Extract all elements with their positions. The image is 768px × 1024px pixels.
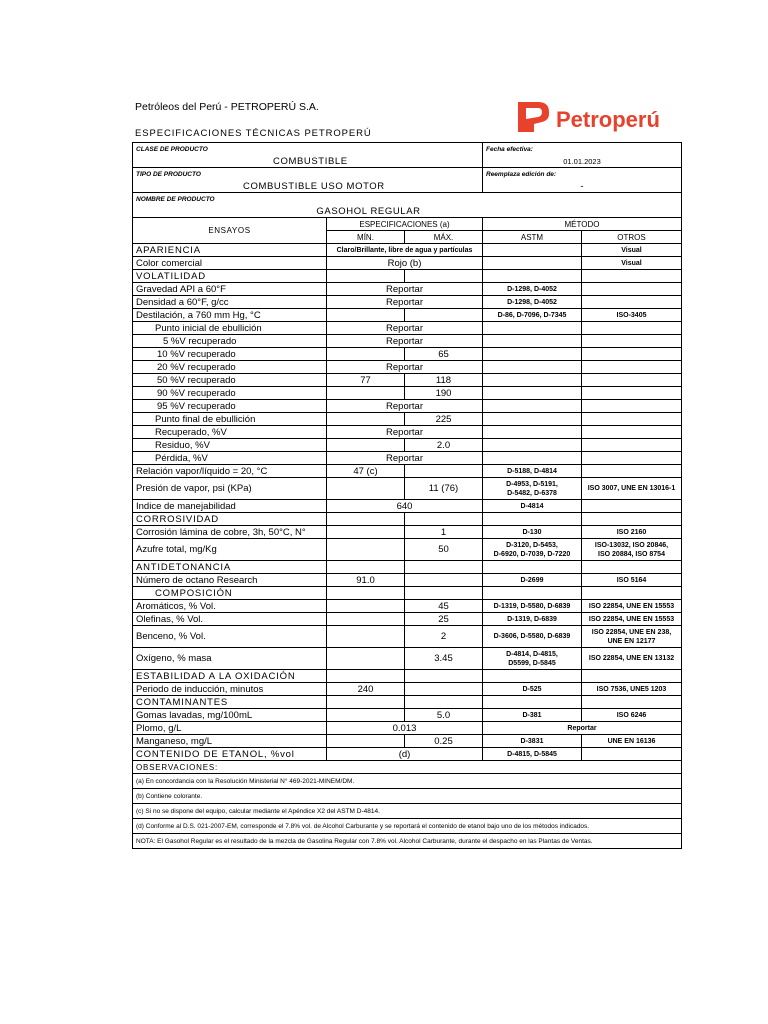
table-row	[133, 626, 682, 648]
test-name: CONTENIDO DE ETANOL, %vol	[133, 748, 327, 761]
table-row	[133, 465, 682, 478]
section-row	[133, 270, 682, 283]
table-row	[133, 335, 682, 348]
test-name: 5 %V recuperado	[133, 335, 327, 348]
table-row	[133, 574, 682, 587]
apariencia-otros: Visual	[582, 244, 682, 257]
table-row	[133, 257, 682, 270]
method-astm: D-1298, D-4052	[483, 296, 582, 309]
test-name: Gravedad API a 60°F	[133, 283, 327, 296]
spec-value: Reportar	[327, 361, 483, 374]
min-header: MÍN.	[327, 231, 405, 244]
method-otros: Visual	[582, 257, 682, 270]
test-name: 95 %V recuperado	[133, 400, 327, 413]
test-name: Recuperado, %V	[133, 426, 327, 439]
nombre-value: GASOHOL REGULAR	[133, 205, 682, 218]
test-name: Número de octano Research	[133, 574, 327, 587]
max-value: 0.25	[405, 735, 483, 748]
table-row	[133, 539, 682, 561]
test-name: 50 %V recuperado	[133, 374, 327, 387]
table-row	[133, 648, 682, 670]
spec-value: Reportar	[327, 335, 483, 348]
observacion-a: (a) En concordancia con la Resolución Ministerial N° 469-2021-MINEM/DM.	[133, 774, 682, 789]
table-row	[133, 322, 682, 335]
test-name: Olefinas, % Vol.	[133, 613, 327, 626]
table-row	[133, 439, 682, 452]
method-astm: D-2699	[483, 574, 582, 587]
method-astm: D-4953, D-5191, D-5482, D-6378	[483, 478, 582, 500]
spec-value: Reportar	[327, 426, 483, 439]
method-astm: D-130	[483, 526, 582, 539]
method-otros: ISO 22854, UNE EN 13132	[582, 648, 682, 670]
method-otros: ISO 5164	[582, 574, 682, 587]
table-row	[133, 426, 682, 439]
table-row	[133, 361, 682, 374]
max-value: 640	[327, 500, 483, 513]
method-otros: UNE EN 16136	[582, 735, 682, 748]
apariencia-spec: Claro/Brillante, libre de agua y partículas	[327, 244, 483, 257]
clase-value-row	[133, 155, 682, 168]
section-estabilidad: ESTABILIDAD A LA OXIDACIÓN	[133, 670, 327, 683]
method-astm: D-3606, D-5580, D-6839	[483, 626, 582, 648]
max-value: 45	[405, 600, 483, 613]
test-name: Destilación, a 760 mm Hg, °C	[133, 309, 327, 322]
tipo-label-row	[133, 168, 682, 181]
company-name: Petróleos del Perú - PETROPERÚ S.A.	[135, 101, 319, 113]
table-row	[133, 283, 682, 296]
test-name: Pérdida, %V	[133, 452, 327, 465]
observacion-row	[133, 804, 682, 819]
reemplaza-label: Reemplaza edición de:	[483, 168, 682, 181]
method-astm: D-1319, D-6839	[483, 613, 582, 626]
table-row	[133, 613, 682, 626]
method-astm: D-525	[483, 683, 582, 696]
min-value: 91.0	[327, 574, 405, 587]
test-name: Punto final de ebullición	[133, 413, 327, 426]
test-name: Indice de manejabilidad	[133, 500, 327, 513]
method-astm: D-1298, D-4052	[483, 283, 582, 296]
method-astm: D-1319, D-5580, D-6839	[483, 600, 582, 613]
test-name: Oxígeno, % masa	[133, 648, 327, 670]
max-value: 3.45	[405, 648, 483, 670]
spec-value: Reportar	[327, 296, 483, 309]
metodo-header: MÉTODO	[483, 218, 682, 231]
svg-text:Petroperú: Petroperú	[556, 107, 660, 132]
table-row	[133, 526, 682, 539]
test-name: Aromáticos, % Vol.	[133, 600, 327, 613]
test-name: 90 %V recuperado	[133, 387, 327, 400]
method-otros: ISO 2160	[582, 526, 682, 539]
observacion-row	[133, 789, 682, 804]
method-otros: ISO-3405	[582, 309, 682, 322]
max-value: 2.0	[405, 439, 483, 452]
tipo-value-row	[133, 180, 682, 193]
table-row	[133, 600, 682, 613]
max-value: 50	[405, 539, 483, 561]
astm-header: ASTM	[483, 231, 582, 244]
table-row	[133, 374, 682, 387]
document-subtitle: ESPECIFICACIONES TÉCNICAS PETROPERÚ	[135, 128, 372, 139]
spec-value: Reportar	[327, 452, 483, 465]
test-name: Gomas lavadas, mg/100mL	[133, 709, 327, 722]
especificaciones-header: ESPECIFICACIONES (a)	[327, 218, 483, 231]
table-row	[133, 309, 682, 322]
min-value: 47 (c)	[327, 465, 405, 478]
test-name: Presión de vapor, psi (KPa)	[133, 478, 327, 500]
table-row	[133, 735, 682, 748]
section-row	[133, 561, 682, 574]
section-row	[133, 587, 682, 600]
section-antidetonancia: ANTIDETONANCIA	[133, 561, 327, 574]
table-row	[133, 296, 682, 309]
method-astm: D-5188, D-4814	[483, 465, 582, 478]
nombre-label-row	[133, 193, 682, 206]
max-value: 25	[405, 613, 483, 626]
ensayos-header: ENSAYOS	[133, 218, 327, 244]
column-header-row-1	[133, 218, 682, 231]
section-row	[133, 244, 682, 257]
section-corrosividad: CORROSIVIDAD	[133, 513, 327, 526]
test-name: Manganeso, mg/L	[133, 735, 327, 748]
clase-label-row	[133, 143, 682, 156]
method-otros: ISO 22854, UNE EN 15553	[582, 613, 682, 626]
method-astm: D-4815, D-5845	[483, 748, 582, 761]
table-row	[133, 478, 682, 500]
test-name: Color comercial	[133, 257, 327, 270]
test-name: Corrosión lámina de cobre, 3h, 50°C, N°	[133, 526, 327, 539]
spec-value: Reportar	[327, 322, 483, 335]
method-otros: ISO 22854, UNE EN 238, UNE EN 12177	[582, 626, 682, 648]
observacion-d: (d) Conforme al D.S. 021-2007-EM, corresponde el 7.8% vol. de Alcohol Carburante y se reportará el contenido de etanol bajo uno de los métodos indicados.	[133, 819, 682, 834]
method-otros: ISO 7536, UNE5 1203	[582, 683, 682, 696]
method-astm: D-3831	[483, 735, 582, 748]
max-value: 225	[405, 413, 483, 426]
test-name: Azufre total, mg/Kg	[133, 539, 327, 561]
min-value: 77	[327, 374, 405, 387]
section-contaminantes: CONTAMINANTES	[133, 696, 327, 709]
table-row	[133, 387, 682, 400]
spec-value: Reportar	[327, 400, 483, 413]
tipo-value: COMBUSTIBLE USO MOTOR	[133, 180, 483, 193]
table-row	[133, 452, 682, 465]
observacion-row	[133, 774, 682, 789]
max-header: MÁX.	[405, 231, 483, 244]
method-astm: D-4814	[483, 500, 582, 513]
test-name: 10 %V recuperado	[133, 348, 327, 361]
method-otros: ISO-13032, ISO 20846, ISO 20884, ISO 8754	[582, 539, 682, 561]
method-astm: D-381	[483, 709, 582, 722]
section-apariencia: APARIENCIA	[133, 244, 327, 257]
fecha-label: Fecha efectiva:	[483, 143, 682, 156]
method-astm: D-86, D-7096, D-7345	[483, 309, 582, 322]
test-name: Plomo, g/L	[133, 722, 327, 735]
table-row	[133, 748, 682, 761]
table-row	[133, 348, 682, 361]
method-value: Reportar	[483, 722, 682, 735]
max-value: 118	[405, 374, 483, 387]
observacion-row	[133, 834, 682, 849]
test-name: 20 %V recuperado	[133, 361, 327, 374]
nombre-label: NOMBRE DE PRODUCTO	[133, 193, 682, 206]
test-name: Punto inicial de ebullición	[133, 322, 327, 335]
observacion-row	[133, 819, 682, 834]
method-otros: ISO 6246	[582, 709, 682, 722]
method-otros: ISO 3007, UNE EN 13016-1	[582, 478, 682, 500]
table-row	[133, 709, 682, 722]
test-name: Relación vapor/líquido = 20, °C	[133, 465, 327, 478]
spec-value: Rojo (b)	[327, 257, 483, 270]
table-row	[133, 500, 682, 513]
method-astm: D-3120, D-5453, D-6920, D-7039, D-7220	[483, 539, 582, 561]
spec-value: (d)	[327, 748, 483, 761]
observacion-nota: NOTA: El Gasohol Regular es el resultado de la mezcla de Gasolina Regular con 7.8% vol. Alcohol Carburante, durante el despacho en las Plantas de Ventas.	[133, 834, 682, 849]
max-value: 5.0	[405, 709, 483, 722]
table-row	[133, 413, 682, 426]
section-row	[133, 513, 682, 526]
max-value: 1	[405, 526, 483, 539]
section-volatilidad: VOLATILIDAD	[133, 270, 327, 283]
table-row	[133, 400, 682, 413]
method-otros: ISO 22854, UNE EN 15553	[582, 600, 682, 613]
otros-header: OTROS	[582, 231, 682, 244]
spec-table	[132, 142, 682, 849]
section-row	[133, 696, 682, 709]
test-name: Residuo, %V	[133, 439, 327, 452]
max-value: 2	[405, 626, 483, 648]
table-row	[133, 722, 682, 735]
max-value: 190	[405, 387, 483, 400]
method-astm: D-4814, D-4815, D5599, D-5845	[483, 648, 582, 670]
test-name: Benceno, % Vol.	[133, 626, 327, 648]
clase-label: CLASE DE PRODUCTO	[133, 143, 483, 156]
max-value: 65	[405, 348, 483, 361]
max-value: 0.013	[327, 722, 483, 735]
section-composicion: COMPOSICIÓN	[133, 587, 327, 600]
spec-value: Reportar	[327, 283, 483, 296]
reemplaza-value: -	[483, 180, 682, 193]
section-row	[133, 670, 682, 683]
max-value: 11 (76)	[405, 478, 483, 500]
observacion-b: (b) Contiene colorante.	[133, 789, 682, 804]
test-name: Densidad a 60°F, g/cc	[133, 296, 327, 309]
fecha-value: 01.01.2023	[483, 155, 682, 168]
min-value: 240	[327, 683, 405, 696]
nombre-value-row	[133, 205, 682, 218]
test-name: Periodo de inducción, minutos	[133, 683, 327, 696]
clase-value: COMBUSTIBLE	[133, 155, 483, 168]
tipo-label: TIPO DE PRODUCTO	[133, 168, 483, 181]
observaciones-title-row	[133, 761, 682, 774]
observacion-c: (c) Si no se dispone del equipo, calcular mediante el Apéndice X2 del ASTM D-4814.	[133, 804, 682, 819]
table-row	[133, 683, 682, 696]
petroperu-logo	[516, 100, 662, 134]
observaciones-title: OBSERVACIONES:	[133, 761, 682, 774]
